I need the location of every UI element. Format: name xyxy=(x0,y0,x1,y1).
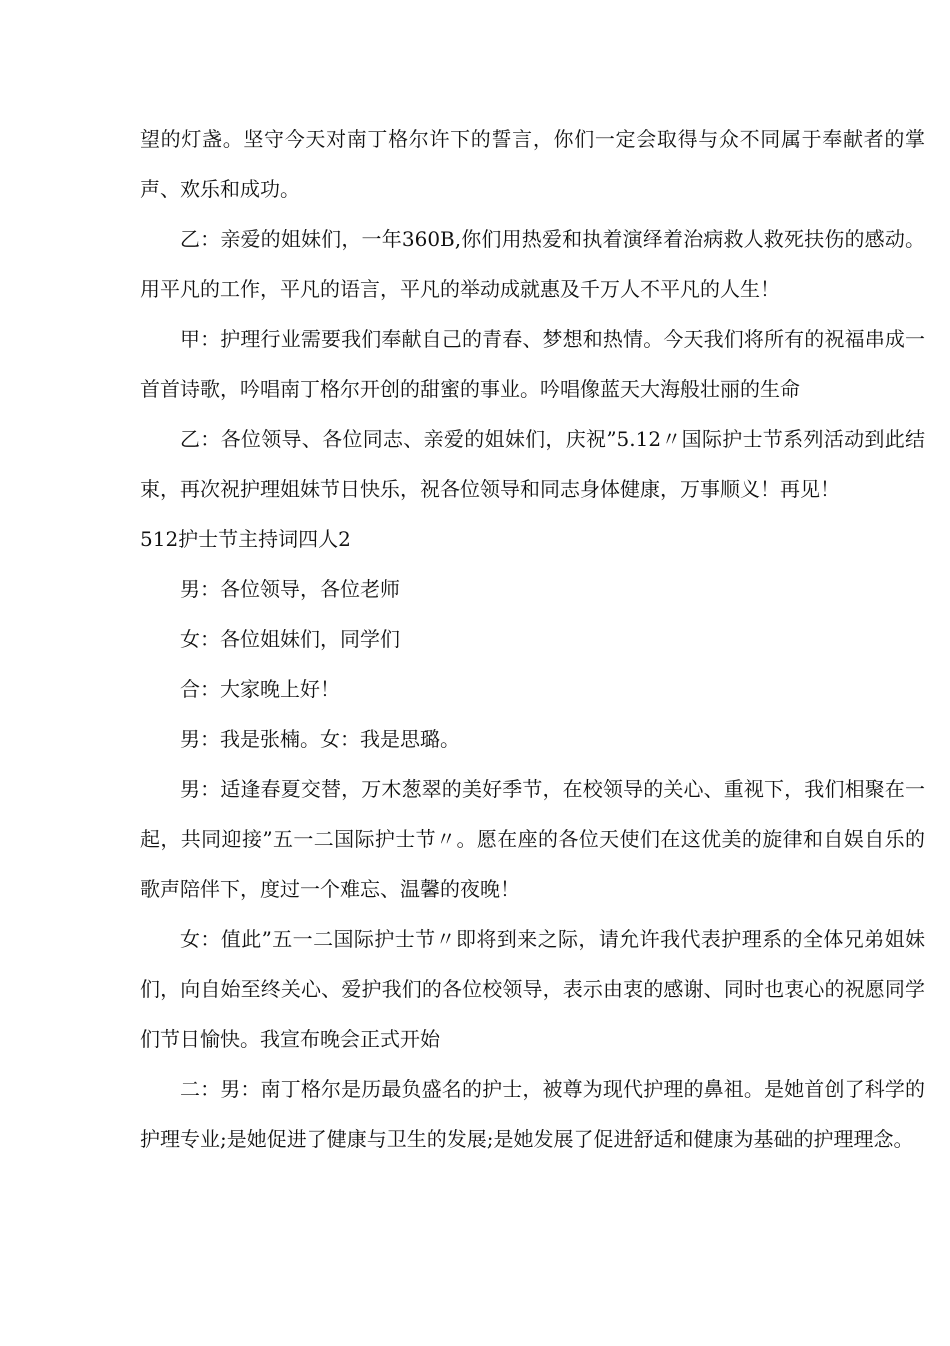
paragraph-female-2: 女：值此”五一二国际护士节〃即将到来之际，请允许我代表护理系的全体兄弟姐妹们，向自始至终关心、爱护我们的各位校领导，表示由衷的感谢、同时也衷心的祝愿同学们节日愉快。我宣布晚会正式开始 xyxy=(140,927,925,1051)
paragraph-jia: 甲：护理行业需要我们奉献自己的青春、梦想和热情。今天我们将所有的祝福串成一首首诗歌，吟唱南丁格尔开创的甜蜜的事业。吟唱像蓝天大海般壮丽的生命 xyxy=(140,327,925,401)
section-title: 512护士节主持词四人2 xyxy=(140,527,351,551)
paragraph-part-two: 二：男：南丁格尔是历最负盛名的护士，被尊为现代护理的鼻祖。是她首创了科学的护理专业;是她促进了健康与卫生的发展;是她发展了促进舒适和健康为基础的护理理念。 xyxy=(140,1077,925,1151)
paragraph-female-1: 女：各位姐妹们，同学们 xyxy=(180,627,400,651)
paragraph-introductions: 男：我是张楠。女：我是思璐。 xyxy=(180,727,460,751)
document-page xyxy=(140,114,925,1164)
paragraph-yi-2: 乙：各位领导、各位同志、亲爱的姐妹们，庆祝”5.12〃国际护士节系列活动到此结束，再次祝护理姐妹节日快乐，祝各位领导和同志身体健康，万事顺义！再见！ xyxy=(140,427,925,501)
paragraph-together: 合：大家晚上好！ xyxy=(180,677,340,701)
paragraph-continuation: 望的灯盏。坚守今天对南丁格尔许下的誓言，你们一定会取得与众不同属于奉献者的掌声、欢乐和成功。 xyxy=(140,127,925,201)
paragraph-male-2: 男：适逢春夏交替，万木葱翠的美好季节，在校领导的关心、重视下，我们相聚在一起，共同迎接”五一二国际护士节〃。愿在座的各位天使们在这优美的旋律和自娱自乐的歌声陪伴下，度过一个难忘、温馨的夜晚！ xyxy=(140,777,925,901)
paragraph-male-1: 男：各位领导，各位老师 xyxy=(180,577,400,601)
paragraph-yi-1: 乙：亲爱的姐妹们，一年360B,你们用热爱和执着演绎着治病救人救死扶伤的感动。用平凡的工作，平凡的语言，平凡的举动成就惠及千万人不平凡的人生！ xyxy=(140,227,925,301)
